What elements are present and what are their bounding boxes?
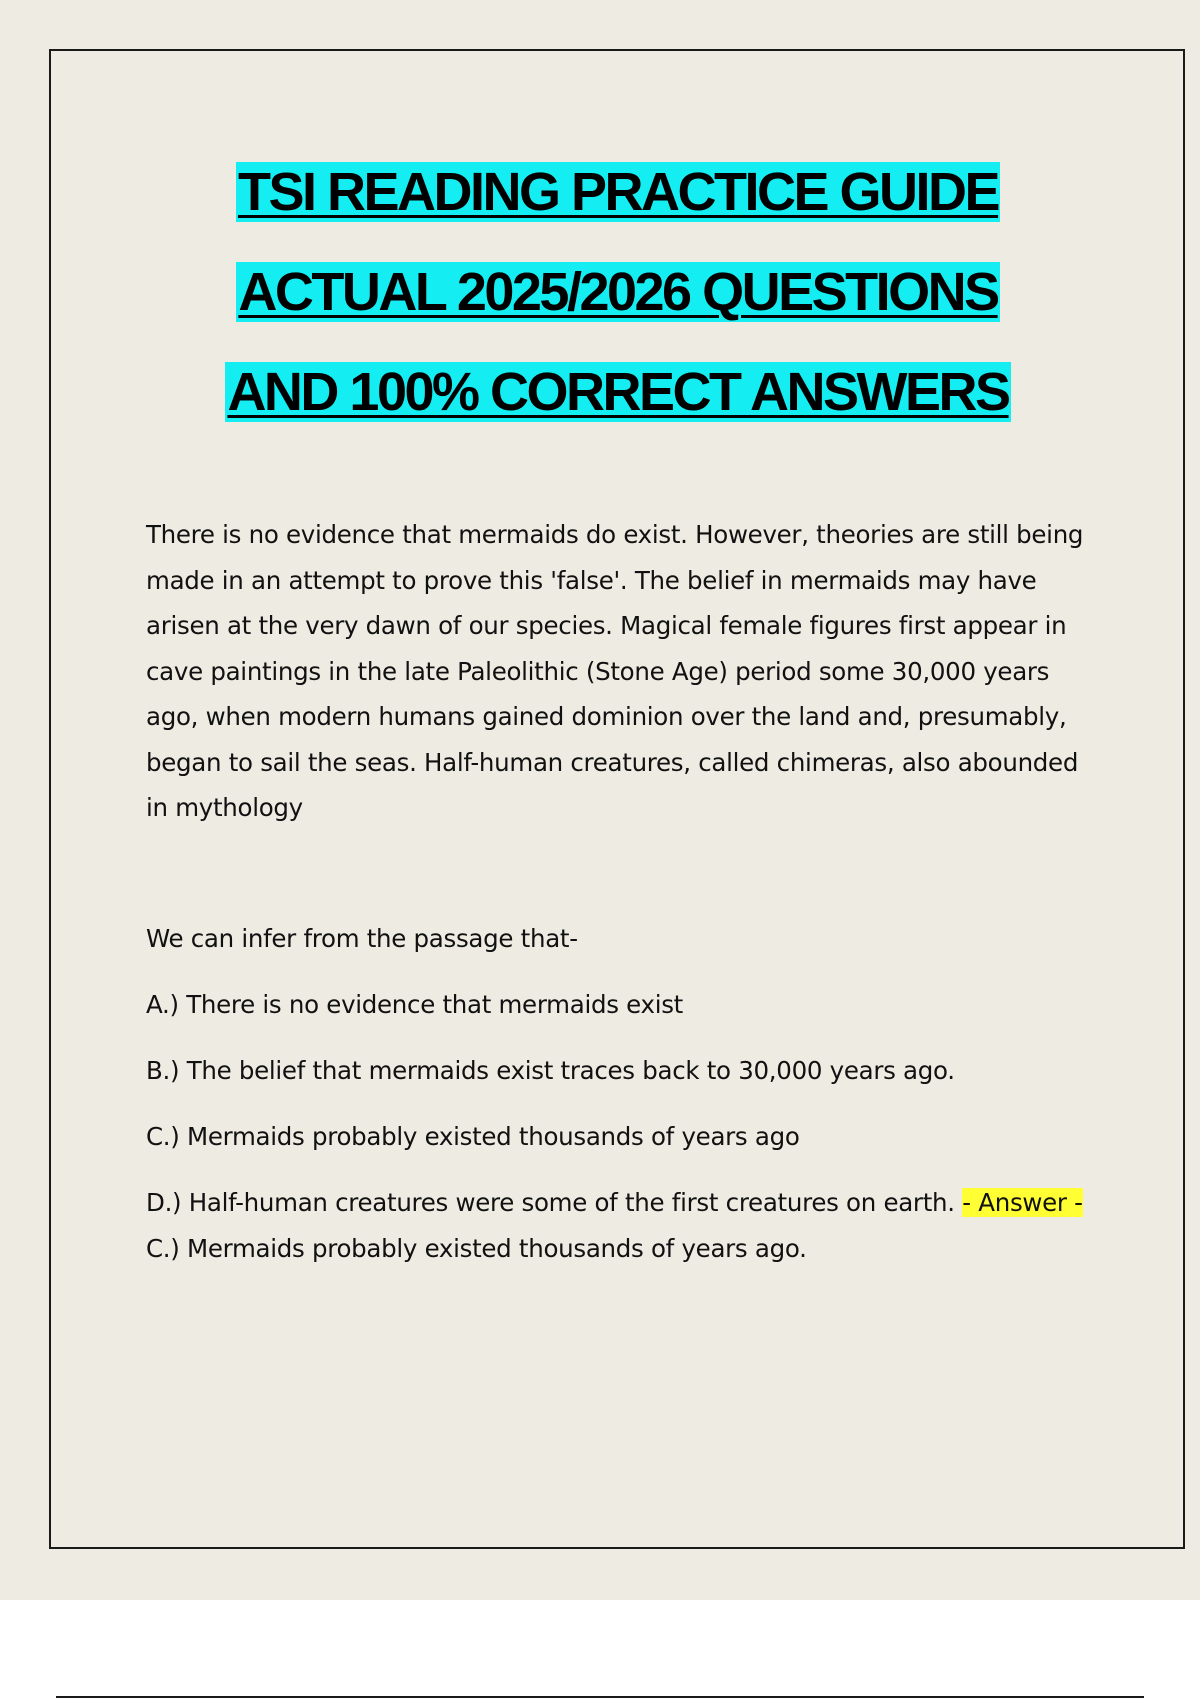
title-line xyxy=(0,242,1200,342)
reading-passage: There is no evidence that mermaids do exist. However, theories are still being made in an attempt to prove this 'false'. The belief in mermaids may have arisen at the very dawn of our species. Magical female figures first appear in cave paintings in the late Paleolithic (Stone Age) period some 30,000 years ago, when modern humans gained dominion over the land and, presumably, began to sail the seas. Half-human creatures, called chimeras, also abounded in mythology xyxy=(146,520,1084,822)
title-line xyxy=(0,342,1200,442)
option-a: A.) There is no evidence that mermaids exist xyxy=(146,990,683,1019)
title-line-3: AND 100% CORRECT ANSWERS xyxy=(227,362,1009,422)
answer-text: C.) Mermaids probably existed thousands of years ago. xyxy=(146,1233,807,1263)
title-line-1: TSI READING PRACTICE GUIDE xyxy=(237,162,999,222)
document-title xyxy=(0,142,1200,442)
option-c: C.) Mermaids probably existed thousands of years ago xyxy=(146,1122,800,1151)
option-d-text: D.) Half-human creatures were some of the first creatures on earth. xyxy=(146,1188,955,1217)
footer-divider xyxy=(56,1696,1144,1698)
option-d-with-answer xyxy=(146,1180,1096,1271)
answer-marker: - Answer - xyxy=(962,1188,1083,1217)
option-b: B.) The belief that mermaids exist traces back to 30,000 years ago. xyxy=(146,1056,955,1085)
question-prompt: We can infer from the passage that- xyxy=(146,924,578,953)
title-line-2: ACTUAL 2025/2026 QUESTIONS xyxy=(238,262,998,322)
title-line xyxy=(0,142,1200,242)
